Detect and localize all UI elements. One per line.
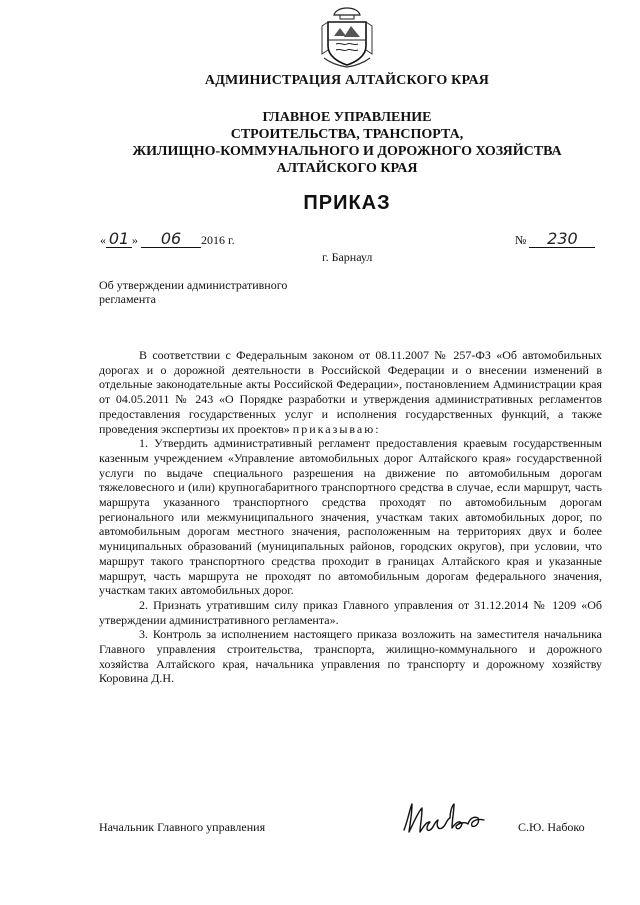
order-number <box>515 229 595 248</box>
coat-of-arms-icon <box>318 6 376 68</box>
number-value: 230 <box>547 229 578 248</box>
order-item-1: 1. Утвердить административный регламент предоставления краевым государственным казенным учреждением «Управление автомобильных дорог Алтайского края» государственной услуги по выдаче специального разрешения на движение по автомобильным дорогам тяжеловесного и (или) крупногабаритного транспортного средства в случае, если маршрут, часть маршрута указанного транспортного средства проходят по автомобильным дорогам регионального или межмуниципального значения, участкам таких автомобильных дорог, по автомобильным дорогам местного значения, расположенным на территориях двух и более муниципальных образований (муниципальных районов, городских округов), при условии, что маршрут такого транспортного средства проходит в границах Алтайского края и указанные маршрут, часть маршрута не проходят по автомобильным дорогам федерального значения, участкам таких автомобильных дорог. <box>99 436 602 598</box>
order-body <box>99 348 602 686</box>
department-line: АЛТАЙСКОГО КРАЯ <box>276 161 418 176</box>
order-word: приказываю: <box>292 421 381 436</box>
signatory-role: Начальник Главного управления <box>99 820 266 834</box>
order-item-2: 2. Признать утратившим силу приказ Главного управления от 31.12.2014 № 1209 «Об утверждении административного регламента». <box>99 597 602 627</box>
subject-line: регламента <box>99 292 157 306</box>
date-month-field <box>141 229 201 248</box>
number-field <box>529 229 595 248</box>
date-day: 01 <box>108 229 130 248</box>
date-year: 2016 г. <box>201 233 235 247</box>
department-line: ЖИЛИЩНО-КОММУНАЛЬНОГО И ДОРОЖНОГО ХОЗЯЙСТВА <box>132 144 562 159</box>
department-line: СТРОИТЕЛЬСТВА, ТРАНСПОРТА, <box>230 127 464 142</box>
department-line: ГЛАВНОЕ УПРАВЛЕНИЕ <box>262 110 432 125</box>
signatory-name: С.Ю. Набоко <box>518 820 585 834</box>
date-open-quote: « <box>100 233 106 247</box>
preamble-paragraph <box>99 348 602 436</box>
date-month: 06 <box>160 229 182 248</box>
order-date <box>100 229 235 248</box>
number-label: № <box>515 233 527 247</box>
department-title <box>0 109 640 177</box>
date-close-quote: » <box>132 233 138 247</box>
administration-title: АДМИНИСТРАЦИЯ АЛТАЙСКОГО КРАЯ <box>204 73 490 88</box>
subject-line: Об утверждении административного <box>99 278 288 292</box>
handwritten-signature-icon <box>400 800 488 838</box>
preamble-text: В соответствии с Федеральным законом от 08.11.2007 № 257-ФЗ «Об автомобильных дорогах и о дорожной деятельности в Российской Федерации и о внесении изменений в отдельные законодательные акты Российской Федерации», постановлением Администрации края от 04.05.2011 № 243 «О Порядке разработки и утверждения административных регламентов предоставления государственных услуг и исполнения государственных функций, а также проведения экспертизы их проектов» <box>99 348 602 436</box>
order-subject <box>99 278 287 306</box>
document-type-title: ПРИКАЗ <box>303 192 391 214</box>
city-line: г. Барнаул <box>322 250 373 264</box>
order-item-3: 3. Контроль за исполнением настоящего приказа возложить на заместителя начальника Главного управления строительства, транспорта, жилищно-коммунального и дорожного хозяйства Алтайского края, начальника управления по транспорту и дорожному хозяйству Коровина Д.Н. <box>99 627 602 686</box>
date-day-field <box>106 229 132 248</box>
